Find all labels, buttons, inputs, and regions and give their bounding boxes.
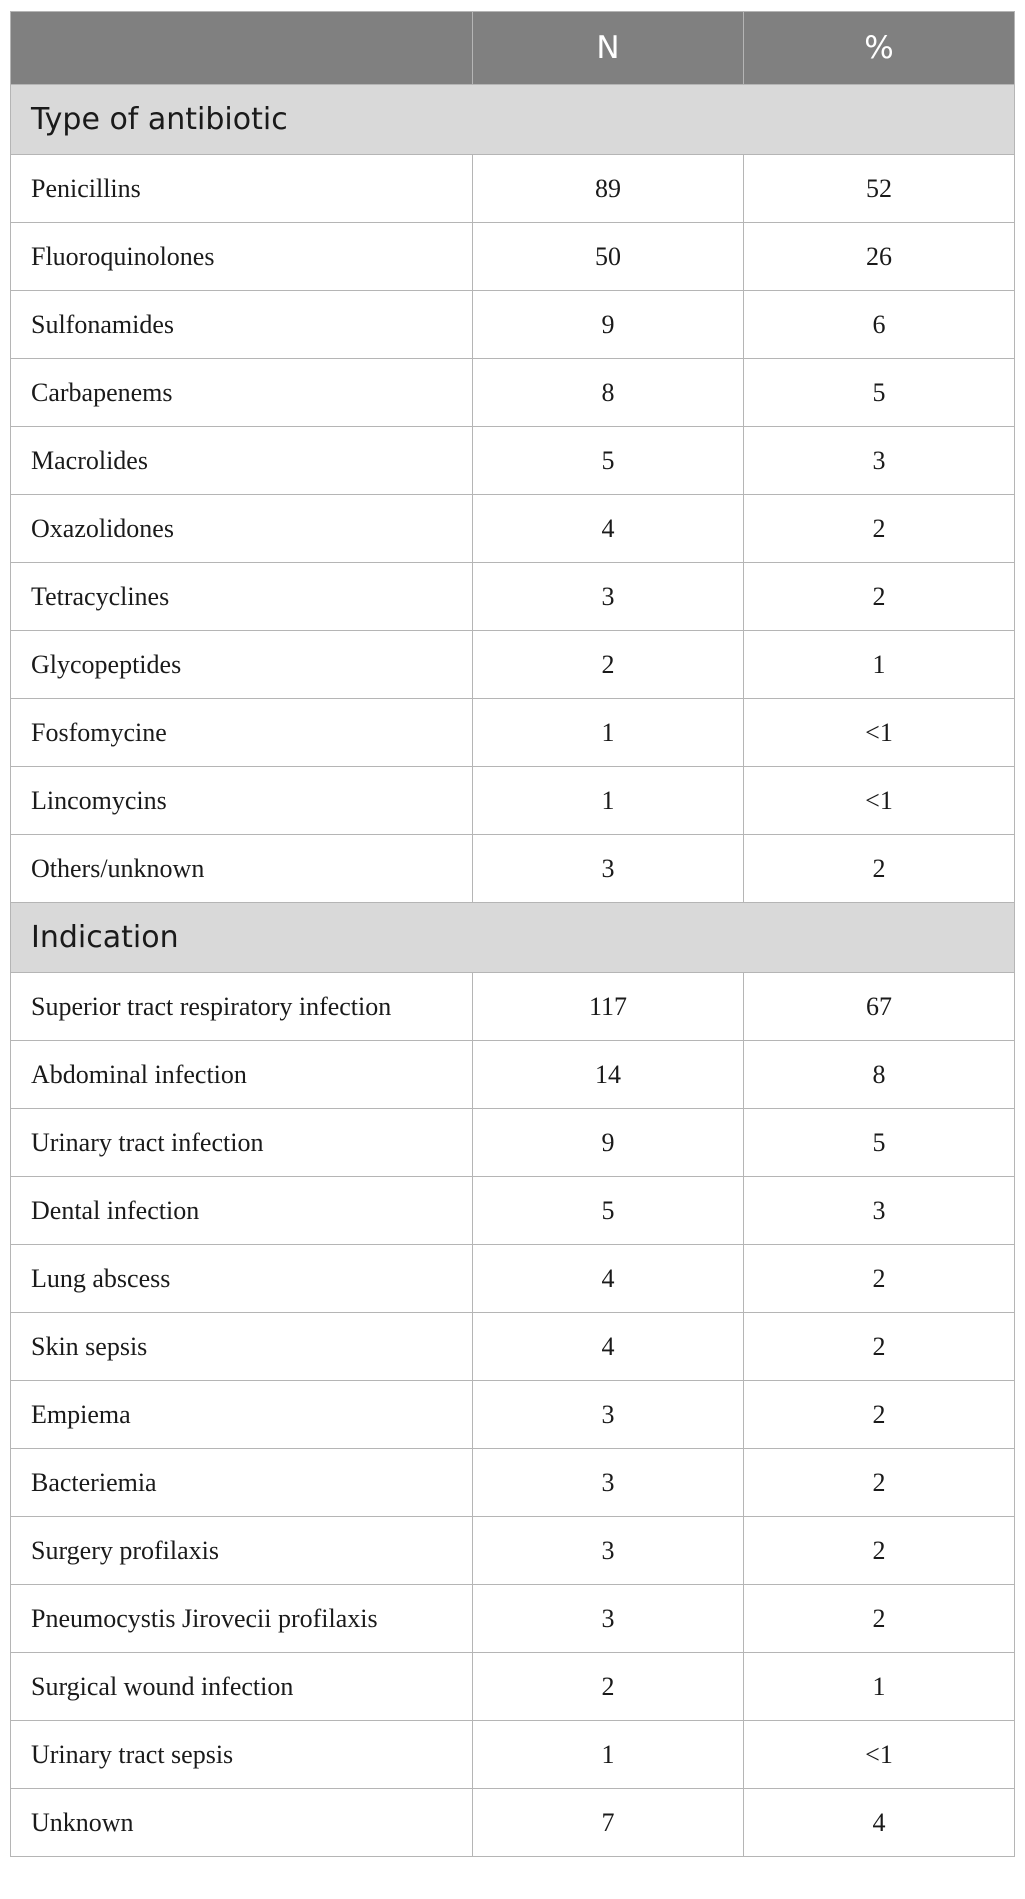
- table-row: [11, 291, 1015, 359]
- header-row: [11, 12, 1015, 85]
- row-label-cell: Surgery profilaxis: [11, 1517, 473, 1585]
- table-row: [11, 1177, 1015, 1245]
- row-n-cell: 3: [473, 1585, 744, 1653]
- row-label-cell: Skin sepsis: [11, 1313, 473, 1381]
- row-percent-cell: 1: [744, 631, 1015, 699]
- row-label-cell: Lincomycins: [11, 767, 473, 835]
- table-header: [11, 12, 1015, 85]
- row-percent-cell: 2: [744, 1517, 1015, 1585]
- row-n-cell: 1: [473, 767, 744, 835]
- row-n-cell: 117: [473, 973, 744, 1041]
- table-row: [11, 1313, 1015, 1381]
- row-percent-cell: 5: [744, 1109, 1015, 1177]
- header-n-cell: N: [473, 12, 744, 85]
- antibiotic-table-container: [10, 11, 1014, 1857]
- row-n-cell: 4: [473, 495, 744, 563]
- row-percent-cell: 2: [744, 835, 1015, 903]
- table-row: [11, 1653, 1015, 1721]
- row-percent-cell: 26: [744, 223, 1015, 291]
- table-row: [11, 699, 1015, 767]
- row-n-cell: 4: [473, 1245, 744, 1313]
- table-row: [11, 427, 1015, 495]
- row-percent-cell: 2: [744, 1449, 1015, 1517]
- row-label-cell: Pneumocystis Jirovecii profilaxis: [11, 1585, 473, 1653]
- row-label-cell: Lung abscess: [11, 1245, 473, 1313]
- row-n-cell: 3: [473, 835, 744, 903]
- row-n-cell: 2: [473, 1653, 744, 1721]
- row-percent-cell: <1: [744, 1721, 1015, 1789]
- row-n-cell: 3: [473, 1517, 744, 1585]
- row-percent-cell: <1: [744, 767, 1015, 835]
- row-n-cell: 3: [473, 1381, 744, 1449]
- row-percent-cell: <1: [744, 699, 1015, 767]
- table-row: [11, 631, 1015, 699]
- row-label-cell: Carbapenems: [11, 359, 473, 427]
- table-row: [11, 1041, 1015, 1109]
- section-header-row: [11, 85, 1015, 155]
- row-label-cell: Superior tract respiratory infection: [11, 973, 473, 1041]
- row-percent-cell: 2: [744, 1585, 1015, 1653]
- row-label-cell: Unknown: [11, 1789, 473, 1857]
- table-row: [11, 1585, 1015, 1653]
- row-percent-cell: 2: [744, 1313, 1015, 1381]
- row-percent-cell: 8: [744, 1041, 1015, 1109]
- table-row: [11, 767, 1015, 835]
- table-row: [11, 1517, 1015, 1585]
- row-label-cell: Oxazolidones: [11, 495, 473, 563]
- header-label-cell: [11, 12, 473, 85]
- row-percent-cell: 5: [744, 359, 1015, 427]
- row-n-cell: 3: [473, 563, 744, 631]
- table-row: [11, 1381, 1015, 1449]
- row-label-cell: Macrolides: [11, 427, 473, 495]
- table-row: [11, 1245, 1015, 1313]
- section-header-row: [11, 903, 1015, 973]
- row-n-cell: 7: [473, 1789, 744, 1857]
- antibiotic-table: [10, 11, 1015, 1857]
- row-percent-cell: 3: [744, 427, 1015, 495]
- section-title: Type of antibiotic: [11, 85, 1015, 155]
- row-label-cell: Surgical wound infection: [11, 1653, 473, 1721]
- row-label-cell: Tetracyclines: [11, 563, 473, 631]
- section-title: Indication: [11, 903, 1015, 973]
- row-percent-cell: 6: [744, 291, 1015, 359]
- row-percent-cell: 2: [744, 1245, 1015, 1313]
- row-percent-cell: 1: [744, 1653, 1015, 1721]
- row-label-cell: Abdominal infection: [11, 1041, 473, 1109]
- table-row: [11, 1721, 1015, 1789]
- row-label-cell: Glycopeptides: [11, 631, 473, 699]
- row-label-cell: Fosfomycine: [11, 699, 473, 767]
- table-body: [11, 85, 1015, 1857]
- row-n-cell: 14: [473, 1041, 744, 1109]
- table-row: [11, 1109, 1015, 1177]
- table-row: [11, 563, 1015, 631]
- table-row: [11, 359, 1015, 427]
- row-label-cell: Sulfonamides: [11, 291, 473, 359]
- row-label-cell: Others/unknown: [11, 835, 473, 903]
- row-label-cell: Urinary tract sepsis: [11, 1721, 473, 1789]
- table-row: [11, 835, 1015, 903]
- row-n-cell: 5: [473, 1177, 744, 1245]
- row-n-cell: 1: [473, 1721, 744, 1789]
- row-n-cell: 9: [473, 291, 744, 359]
- row-n-cell: 9: [473, 1109, 744, 1177]
- row-label-cell: Urinary tract infection: [11, 1109, 473, 1177]
- row-percent-cell: 4: [744, 1789, 1015, 1857]
- row-n-cell: 89: [473, 155, 744, 223]
- row-n-cell: 3: [473, 1449, 744, 1517]
- row-n-cell: 2: [473, 631, 744, 699]
- header-percent-cell: %: [744, 12, 1015, 85]
- row-percent-cell: 2: [744, 495, 1015, 563]
- row-percent-cell: 52: [744, 155, 1015, 223]
- row-percent-cell: 2: [744, 563, 1015, 631]
- table-row: [11, 495, 1015, 563]
- row-n-cell: 8: [473, 359, 744, 427]
- row-percent-cell: 2: [744, 1381, 1015, 1449]
- row-percent-cell: 67: [744, 973, 1015, 1041]
- table-row: [11, 1449, 1015, 1517]
- row-percent-cell: 3: [744, 1177, 1015, 1245]
- row-label-cell: Bacteriemia: [11, 1449, 473, 1517]
- row-label-cell: Penicillins: [11, 155, 473, 223]
- table-row: [11, 1789, 1015, 1857]
- row-label-cell: Dental infection: [11, 1177, 473, 1245]
- row-n-cell: 4: [473, 1313, 744, 1381]
- table-row: [11, 223, 1015, 291]
- row-label-cell: Empiema: [11, 1381, 473, 1449]
- row-n-cell: 5: [473, 427, 744, 495]
- row-n-cell: 1: [473, 699, 744, 767]
- row-n-cell: 50: [473, 223, 744, 291]
- row-label-cell: Fluoroquinolones: [11, 223, 473, 291]
- table-row: [11, 155, 1015, 223]
- table-row: [11, 973, 1015, 1041]
